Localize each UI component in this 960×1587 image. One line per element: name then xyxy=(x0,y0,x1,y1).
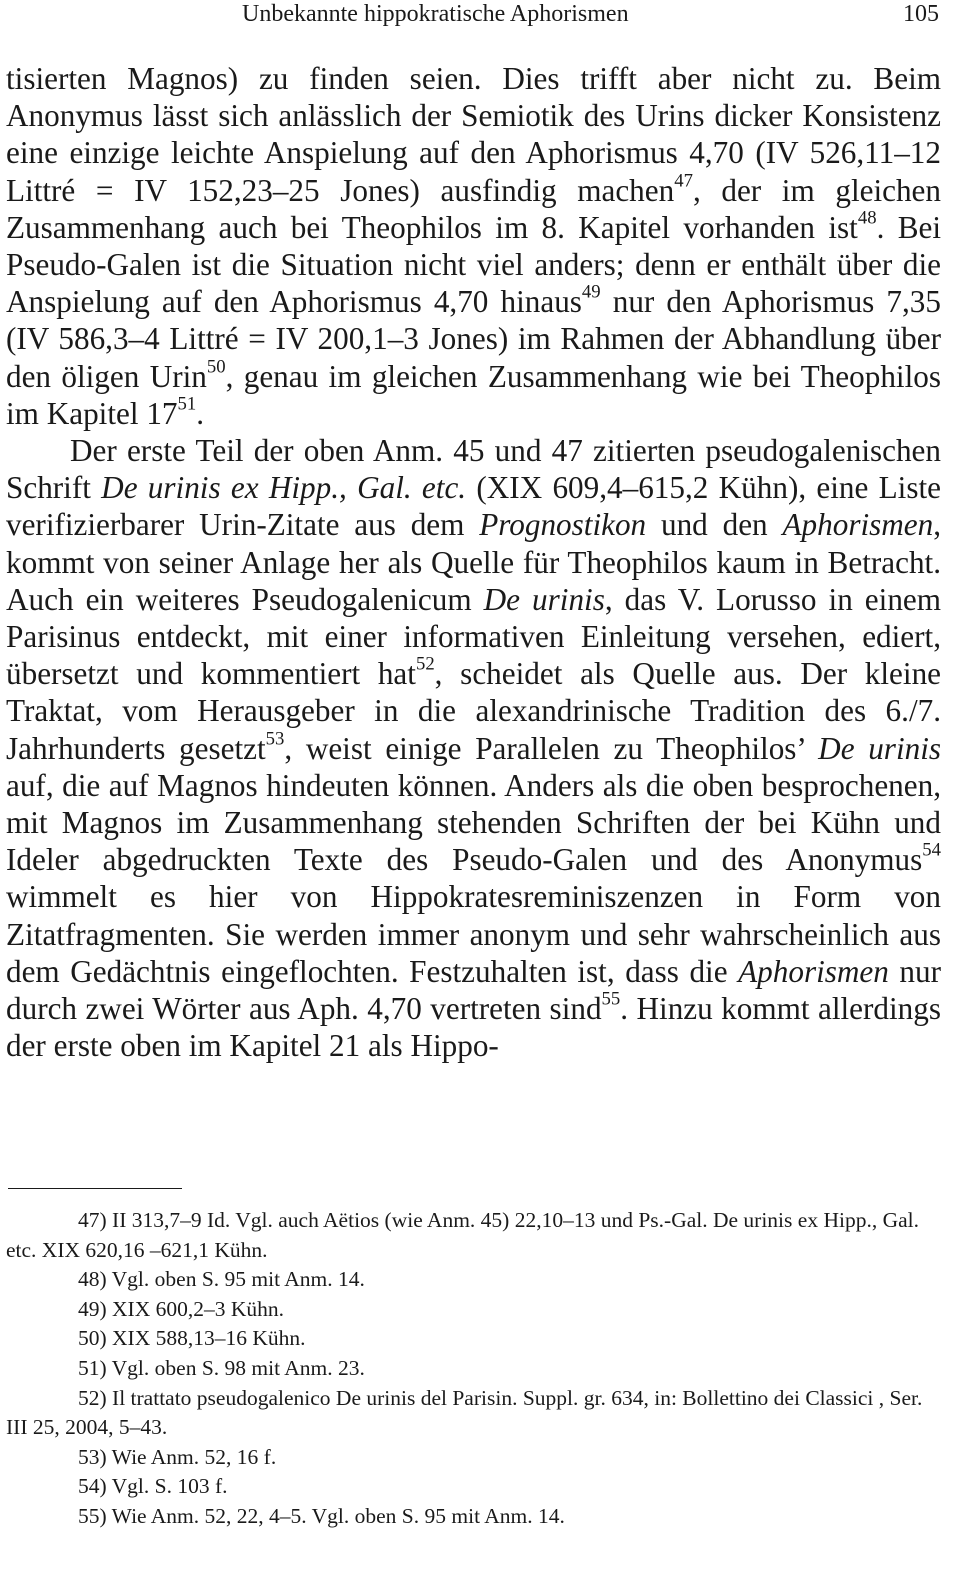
footnote-49: 49) XIX 600,2–3 Kühn. xyxy=(78,1296,285,1321)
footnote-ref-51: 51 xyxy=(177,393,197,415)
text-run: . Bei Pseudo-Galen ist die Situation nicht viel anders; denn er enthält über die Anspielung auf den Aphorismus 4,70 hinaus xyxy=(6,209,942,320)
italic-title: De urinis ex Hipp., Gal. etc. xyxy=(101,470,467,506)
footnote-52: 52) Il trattato pseudogalenico De urinis del Parisin. Suppl. gr. 634, in: Bollettino dei Classici , Ser. III 25, 2004, 5–43. xyxy=(6,1385,923,1440)
footnotes xyxy=(6,1206,941,1532)
footnote-ref-47: 47 xyxy=(674,170,693,192)
text-run: , weist einige Parallelen zu Theophilos’ xyxy=(284,730,819,766)
footnote-ref-52: 52 xyxy=(415,653,435,675)
italic-title: De urinis xyxy=(818,730,941,766)
footnote-ref-53: 53 xyxy=(265,728,285,750)
text-run: auf, die auf Magnos hindeuten können. Anders als die oben besprochenen, mit Magnos im Zusammenhang stehenden Schriften der bei Kühn und Ideler abgedruckten Texte des Pseudo-Galen und des Anonymus xyxy=(6,767,941,878)
text-run: nur durch zwei Wörter aus Aph. 4,70 vertreten sind xyxy=(6,953,941,1027)
italic-title: Prognostikon xyxy=(479,507,647,543)
page-number: 105 xyxy=(903,1,939,27)
paragraph-1 xyxy=(6,60,941,432)
text-run: wimmelt es hier von Hippokratesreminiszenzen in Form von Zitatfragmenten. Sie werden immer anonym und sehr wahrscheinlich aus dem Gedächtnis eingeflochten. Festzuhalten ist, dass die xyxy=(6,879,941,989)
text-run: , das V. Lorusso in einem Parisinus entdeckt, mit einer informativen Einleitung versehen, ediert, übersetzt und kommentiert hat xyxy=(6,581,942,692)
text-run: tisierten Magnos) zu finden seien. Dies trifft aber nicht zu. Beim Anonymus lässt sich anlässlich der Semiotik des Urins dicker Konsistenz eine einzige leichte Anspielung auf den Aphorismus 4,70 (IV 526,11–12 Littré = IV 152,23–25 Jones) ausfindig machen xyxy=(6,61,941,208)
text-run: Der erste Teil der oben Anm. 45 und 47 zitierten pseudogalenischen Schrift xyxy=(6,433,941,506)
italic-title: De urinis xyxy=(483,581,605,617)
footnote-ref-54: 54 xyxy=(922,839,941,861)
running-head-title: Unbekannte hippokratische Aphorismen xyxy=(242,1,629,27)
main-text xyxy=(6,60,941,1064)
text-run: , kommt von seiner Anlage her als Quelle für Theophilos kaum in Betracht. Auch ein weiteres Pseudogalenicum xyxy=(6,507,942,617)
text-run: , der im gleichen Zusammenhang auch bei Theophilos im 8. Kapitel vorhanden ist xyxy=(6,172,941,245)
text-run: . Hinzu kommt allerdings der erste oben im Kapitel 21 als Hippo- xyxy=(6,991,941,1064)
footnote-48: 48) Vgl. oben S. 95 mit Anm. 14. xyxy=(78,1267,365,1292)
text-run: , scheidet als Quelle aus. Der kleine Traktat, vom Herausgeber in die alexandrinische Tradition des 6./7. Jahrhunderts gesetzt xyxy=(6,656,941,766)
footnote-47: 47) II 313,7–9 Id. Vgl. auch Aëtios (wie Anm. 45) 22,10–13 und Ps.-Gal. De urinis ex Hipp., Gal. etc. XIX 620,16 –621,1 Kühn. xyxy=(6,1208,919,1262)
footnote-ref-49: 49 xyxy=(581,281,601,303)
italic-title: Aphorismen xyxy=(782,507,934,543)
footnote-54: 54) Vgl. S. 103 f. xyxy=(78,1474,228,1499)
footnote-51: 51) Vgl. oben S. 98 mit Anm. 23. xyxy=(78,1355,365,1380)
footnote-ref-50: 50 xyxy=(206,356,226,378)
running-head xyxy=(6,1,941,31)
footnote-separator xyxy=(8,1188,182,1189)
text-run: . xyxy=(196,395,205,431)
footnote-ref-55: 55 xyxy=(601,988,621,1010)
text-run: , genau im gleichen Zusammenhang wie bei Theophilos im Kapitel 17 xyxy=(6,358,941,431)
text-run: und den xyxy=(646,507,783,543)
text-run: (XIX 609,4–615,2 Kühn), eine Liste verifizierbarer Urin-Zitate aus dem xyxy=(6,470,941,543)
footnote-ref-48: 48 xyxy=(857,207,877,229)
footnote-50: 50) XIX 588,13–16 Kühn. xyxy=(78,1326,306,1351)
text-run: nur den Aphorismus 7,35 (IV 586,3–4 Littré = IV 200,1–3 Jones) im Rahmen der Abhandlung über den öligen Urin xyxy=(6,284,941,394)
footnote-55: 55) Wie Anm. 52, 22, 4–5. Vgl. oben S. 95 mit Anm. 14. xyxy=(78,1503,565,1528)
paragraph-2 xyxy=(6,432,941,1064)
italic-title: Aphorismen xyxy=(738,953,889,989)
footnote-53: 53) Wie Anm. 52, 16 f. xyxy=(78,1444,277,1469)
